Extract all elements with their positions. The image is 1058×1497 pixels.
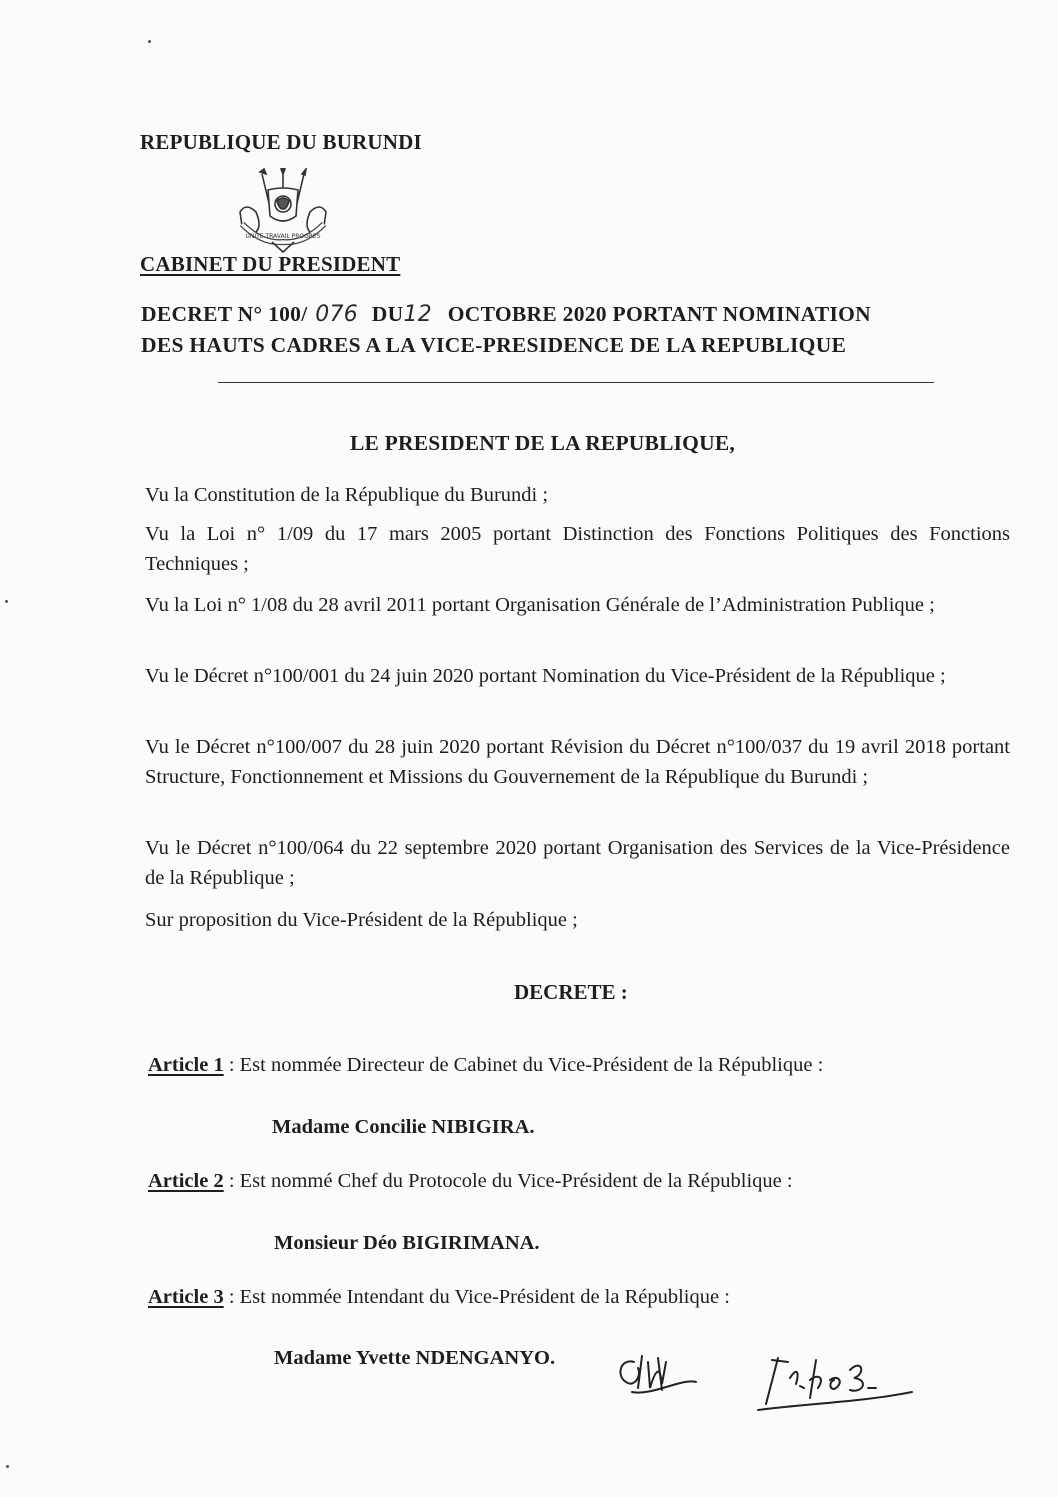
title-divider [218, 382, 934, 383]
country-name: REPUBLIQUE DU BURUNDI [140, 130, 422, 154]
decree-title-line2: DES HAUTS CADRES A LA VICE-PRESIDENCE DE LA REPUBLIQUE [141, 333, 847, 357]
coat-of-arms-seal [232, 168, 334, 254]
article-1-appointee: Madame Concilie NIBIGIRA. [272, 1116, 535, 1138]
consideration-loi-1-08: Vu la Loi n° 1/08 du 28 avril 2011 portant Organisation Générale de l’Administration Publique ; [145, 594, 935, 616]
consideration-constitution: Vu la Constitution de la République du Burundi ; [145, 484, 549, 506]
decrete-heading: DECRETE : [514, 980, 628, 1004]
seal-motto: UNITE TRAVAIL PROGRES [245, 233, 321, 240]
consideration-loi-1-09: Vu la Loi n° 1/09 du 17 mars 2005 portant Distinction des Fonctions Politiques des Fonctions Techniques ; [145, 523, 1010, 575]
decree-day-handwritten: 12 [403, 302, 433, 327]
president-heading: LE PRESIDENT DE LA REPUBLIQUE, [350, 431, 735, 455]
decree-title-line1 [141, 299, 871, 330]
decree-number-handwritten: 076 [315, 302, 359, 327]
scan-speck [148, 40, 151, 43]
article-1 [148, 1054, 823, 1077]
article-2-text: : Est nommé Chef du Protocole du Vice-Président de la République : [223, 1170, 793, 1192]
decree-title-du: DU [371, 302, 404, 326]
article-3-appointee: Madame Yvette NDENGANYO. [274, 1347, 556, 1369]
cabinet-heading: CABINET DU PRESIDENT [140, 252, 401, 276]
proposal-line: Sur proposition du Vice-Président de la République ; [145, 909, 578, 931]
article-1-label: Article 1 [148, 1054, 224, 1076]
article-2-label: Article 2 [148, 1170, 224, 1192]
consideration-decret-100-064: Vu le Décret n°100/064 du 22 septembre 2020 portant Organisation des Services de la Vice-Présidence de la République ; [145, 837, 1010, 889]
initials-signature-1 [612, 1348, 702, 1412]
article-3 [148, 1286, 730, 1309]
consideration-decret-100-007: Vu le Décret n°100/007 du 28 juin 2020 portant Révision du Décret n°100/037 du 19 avril 2018 portant Structure, Fonctionnement et Missions du Gouvernement de la République du Burundi ; [145, 736, 1010, 788]
decree-title-rest: OCTOBRE 2020 PORTANT NOMINATION [447, 302, 872, 326]
scan-speck [5, 600, 8, 603]
scan-speck [6, 1465, 9, 1468]
decree-title-prefix: DECRET N° 100/ [141, 302, 308, 326]
article-3-text: : Est nommée Intendant du Vice-Président de la République : [223, 1286, 730, 1308]
article-1-text: : Est nommée Directeur de Cabinet du Vice-Président de la République : [223, 1054, 824, 1076]
consideration-decret-100-001: Vu le Décret n°100/001 du 24 juin 2020 portant Nomination du Vice-Président de la République ; [145, 665, 946, 687]
initials-signature-2 [752, 1348, 932, 1418]
article-3-label: Article 3 [148, 1286, 224, 1308]
article-2 [148, 1170, 793, 1193]
article-2-appointee: Monsieur Déo BIGIRIMANA. [274, 1232, 540, 1254]
